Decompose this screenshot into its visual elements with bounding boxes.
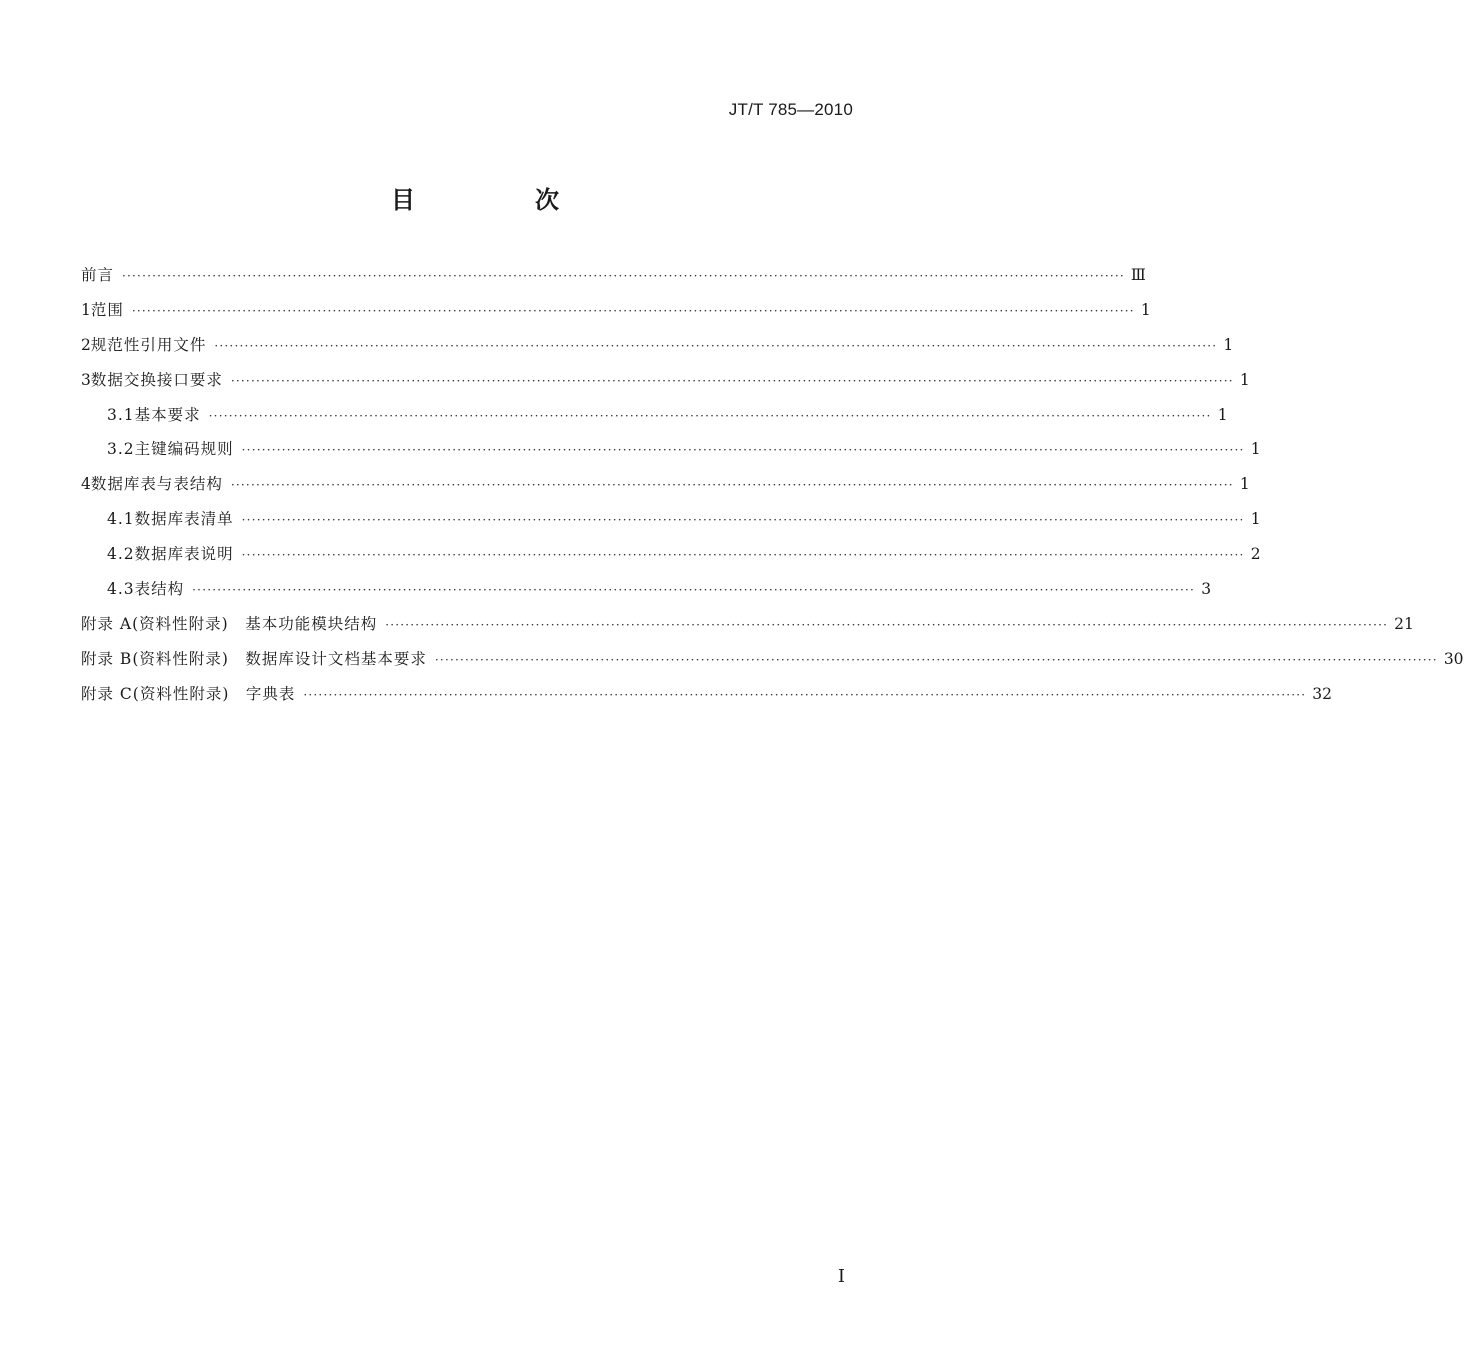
toc-entry-label: 规范性引用文件 [90, 335, 207, 354]
standard-code: JT/T 785—2010 [728, 100, 853, 119]
toc-entry-page: 1 [1239, 370, 1250, 389]
toc-entry-label: 数据库表与表结构 [90, 475, 223, 494]
toc-entry-label: 数据库表清单 [134, 510, 234, 529]
toc-entry-number: 2 [81, 335, 91, 354]
toc-entry-number: 1 [81, 300, 91, 319]
toc-dot-leader: ········································································································································································································ [122, 269, 1125, 283]
toc-entry-label: 附录 A(资料性附录) 基本功能模块结构 [81, 614, 378, 633]
toc-entry-label: 表结构 [134, 580, 185, 599]
toc-dot-leader: ········································································································································································································ [214, 338, 1218, 353]
toc-entry-label: 前言 [81, 266, 115, 284]
toc-entry-number: 4.3 [107, 580, 135, 599]
page-number: I [837, 1266, 845, 1287]
toc-dot-leader: ········································································································································································································ [208, 408, 1212, 423]
toc-entry[interactable] [81, 258, 1146, 293]
toc-entry-number: 3 [81, 370, 91, 389]
toc-entry[interactable] [81, 328, 1234, 363]
toc-entry-label: 范围 [90, 300, 124, 319]
toc-entry-label: 主键编码规则 [134, 440, 234, 459]
toc-entry-number: 4 [81, 475, 91, 494]
toc-entry-page: 32 [1312, 684, 1333, 703]
toc-dot-leader: ········································································································································································································ [241, 548, 1245, 563]
toc-entry[interactable] [81, 537, 1261, 572]
toc-entry[interactable] [81, 642, 1464, 677]
toc-entry-page: 1 [1217, 405, 1228, 424]
toc-entry-number: 4.1 [107, 510, 135, 529]
toc-entry[interactable] [81, 398, 1228, 433]
toc-dot-leader: ········································································································································································································ [241, 513, 1245, 528]
toc-entry-number: 4.2 [107, 545, 135, 564]
toc-entry-number: 3.2 [107, 440, 135, 459]
toc-entry-label: 数据库表说明 [134, 545, 234, 564]
toc-entry-page: 1 [1223, 335, 1234, 354]
toc-entry-page: 1 [1250, 510, 1261, 529]
toc-dot-leader: ········································································································································································································ [131, 303, 1135, 318]
toc-entry-page: Ⅲ [1130, 266, 1146, 284]
toc-dot-leader: ········································································································································································································ [230, 478, 1234, 493]
toc-entry-page: 1 [1140, 300, 1151, 319]
toc-dot-leader: ········································································································································································································ [192, 583, 1196, 598]
toc-entry-page: 2 [1250, 545, 1261, 564]
toc-dot-leader: ········································································································································································································ [434, 652, 1438, 667]
toc-dot-leader: ········································································································································································································ [241, 443, 1245, 458]
toc-entry[interactable] [81, 572, 1212, 607]
toc-dot-leader: ········································································································································································································ [385, 617, 1389, 632]
toc-entry-label: 附录 B(资料性附录) 数据库设计文档基本要求 [81, 649, 427, 668]
toc-entry-page: 1 [1239, 475, 1250, 494]
toc-entry[interactable] [81, 607, 1414, 642]
toc-entry[interactable] [81, 467, 1250, 502]
toc-dot-leader: ········································································································································································································ [303, 687, 1307, 702]
toc-entry[interactable] [81, 363, 1250, 398]
toc-entry-label: 基本要求 [134, 405, 201, 424]
table-of-contents [81, 258, 1464, 712]
toc-entry[interactable] [81, 293, 1151, 328]
toc-entry-page: 3 [1201, 580, 1212, 599]
toc-entry-page: 30 [1443, 649, 1464, 668]
toc-entry[interactable] [81, 432, 1261, 467]
toc-entry-label: 附录 C(资料性附录) 字典表 [81, 684, 296, 703]
toc-entry[interactable] [81, 502, 1261, 537]
page-title: 目 次 [391, 186, 607, 214]
toc-entry[interactable] [81, 677, 1333, 712]
toc-entry-page: 1 [1250, 440, 1261, 459]
toc-entry-page: 21 [1394, 614, 1414, 633]
toc-dot-leader: ········································································································································································································ [230, 373, 1234, 388]
toc-entry-label: 数据交换接口要求 [90, 370, 223, 389]
toc-entry-number: 3.1 [107, 405, 135, 424]
